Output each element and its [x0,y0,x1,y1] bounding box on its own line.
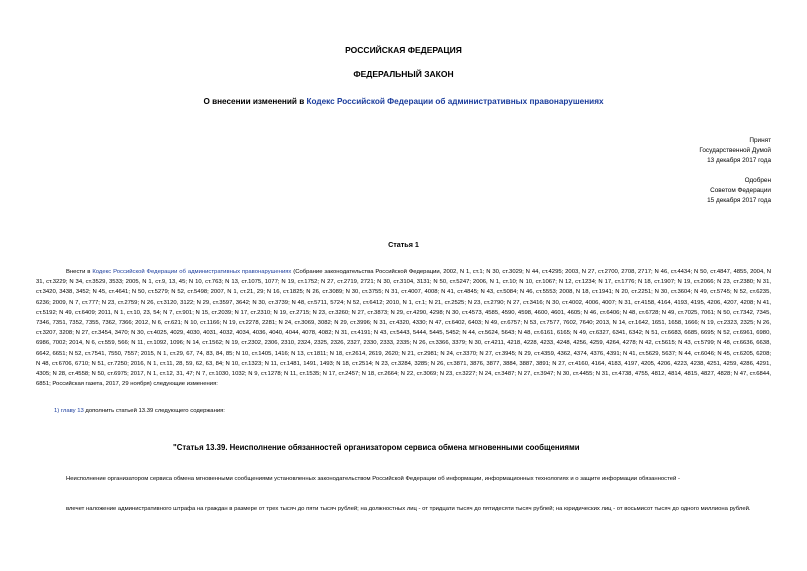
article-13-39-heading: "Статья 13.39. Неисполнение обязанностей организатором сервиса обмена мгновенными сообщениями [173,443,580,452]
accepted-block [699,136,771,166]
approved-date: 15 декабря 2017 года [707,197,771,204]
article-13-39-para-1 [36,474,771,484]
accepted-by: Государственной Думой [699,147,771,154]
approved-by: Советом Федерации [710,187,771,194]
approved-label: Одобрен [744,177,771,184]
code-link[interactable]: Кодекс Российской Федерации об административных правонарушениях [306,97,604,106]
law-title-prefix: О внесении изменений в [203,97,307,106]
accepted-date: 13 декабря 2017 года [707,157,771,164]
article-1-intro [36,267,771,389]
federation-heading: РОССИЙСКАЯ ФЕДЕРАЦИЯ [345,45,462,55]
law-title [0,97,807,106]
article-1-heading: Статья 1 [388,240,419,249]
law-type-heading: ФЕДЕРАЛЬНЫЙ ЗАКОН [353,69,454,79]
chapter-13-link[interactable]: 1) главу 13 [54,408,84,414]
intro-prefix: Внести в [66,269,93,275]
approved-block [707,176,771,206]
article-13-39-para-2 [36,504,771,514]
item-1-text: дополнить статьей 13.39 следующего содержания: [83,408,225,414]
intro-code-link[interactable]: Кодекс Российской Федерации об административных правонарушениях [92,269,292,275]
accepted-label: Принят [749,137,771,144]
para-1-text: Неисполнение организатором сервиса обмена мгновенными сообщениями установленных законодательством Российской Федерации об информации, информационных технологиях и о защите информации обязанностей - [66,476,680,482]
item-1 [54,406,774,416]
para-2-text: влечет наложение административного штрафа на граждан в размере от трех тысяч до пяти тысяч рублей; на должностных лиц - от тридцати тысяч до пятидесяти тысяч рублей; на юридических лиц - от восьмисот тысяч до одного миллиона рублей. [66,506,751,512]
intro-citations: (Собрание законодательства Российской Федерации, 2002, N 1, ст.1; N 30, ст.3029; N 44, ст.4295; 2003, N 27, ст.2700, 2708, 2717; N 46, ст.4434; N 50, ст.4847, 4855, 2004, N 31, ст.3229; N 34, ст.3529, 3533; 2005, N 1, ст.9, 13, 45; N 10, ст.763; N 13, ст.1075, 1077; N 19, ст.1752; N 27, ст.2719, 2721; N 30, ст.3104, 3131; N 50, ст.5247; 2006, N 1, ст.10; N 10, ст.1067; N 12, ст.1234; N 17, ст.1776; N 18, ст.1907; N 19, ст.2066; N 23, ст.2380; N 31, ст.3420, 3438, 3452; N 45, ст.4641; N 50, ст.5279; N 52, ст.5498; 2007, N 1, ст.21, 29; N 16, ст.1825; N 26, ст.3089; N 30, ст.3755; N 31, ст.4007, 4008; N 41, ст.4845; N 43, ст.5084; N 46, ст.5553; 2008, N 18, ст.1941; N 20, ст.2251; N 30, ст.3604; N 49, ст.5745; N 52, ст.6235, 6236; 2009, N 7, ст.777; N 23, ст.2759; N 26, ст.3120, 3122; N 29, ст.3597, 3642; N 30, ст.3739; N 48, ст.5711, 5724; N 52, ст.6412; 2010, N 1, ст.1; N 21, ст.2525; N 23, ст.2790; N 27, ст.3416; N 30, ст.4002, 4006, 4007; N 31, ст.4158, 4164, 4193, 4195, 4206, 4207, 4208; N 41, ст.5192; N 49, ст.6409; 2011, N 1, ст.10, 23, 54; N 7, ст.901; N 15, ст.2039; N 17, ст.2310; N 19, ст.2715; N 23, ст.3260; N 27, ст.3873; N 29, ст.4290, 4298; N 30, ст.4573, 4585, 4590, 4598, 4600, 4601, 4605; N 46, ст.6406; N 48, ст.6728; N 49, ст.7025, 7061; N 50, ст.7342, 7345, 7346, 7351, 7352, 7355, 7362, 7366; 2012, N 6, ст.621; N 10, ст.1166; N 19, ст.2278, 2281; N 24, ст.3069, 3082; N 29, ст.3996; N 31, ст.4320, 4330; N 47, ст.6402, 6403; N 49, ст.6757; N 53, ст.7577, 7602, 7640; 2013, N 14, ст.1642, 1651, 1658, 1666; N 19, ст.2323, 2325; N 26, ст.3207, 3208; N 27, ст.3454, 3470; N 30, ст.4025, 4029, 4030, 4031, 4032, 4034, 4036, 4040, 4044, 4078, 4082; N 31, ст.4191; N 43, ст.5443, 5444, 5445, 5452; N 44, ст.5624, 5643; N 48, ст.6161, 6165; N 49, ст.6327, 6341, 6342; N 51, ст.6683, 6685, 6695; N 52, ст.6961, 6980, 6986, 7002; 2014, N 6, ст.559, 566; N 11, ст.1092, 1096; N 14, ст.1562; N 19, ст.2302, 2306, 2310, 2324, 2325, 2326, 2327, 2330, 2333, 2335; N 26, ст.3366, 3379; N 30, ст.4211, 4218, 4228, 4233, 4248, 4256, 4259, 4264, 4278; N 42, ст.5615; N 43, ст.5799; N 48, ст.6636, 6638, 6642, 6651; N 52, ст.7541, 7550, 7557; 2015, N 1, ст.29, 67, 74, 83, 84, 85; N 10, ст.1405, 1416; N 13, ст.1811; N 18, ст.2614, 2619, 2620; N 21, ст.2981; N 24, ст.3370; N 27, ст.3945; N 29, ст.4359, 4362, 4374, 4376, 4391; N 41, ст.5629, 5637; N 44, ст.6046; N 45, ст.6205, 6208; N 48, ст.6706, 6710; N 51, ст.7250; 2016, N 1, ст.11, 28, 59, 62, 63, 84; N 10, ст.1323; N 11, ст.1481, 1491, 1493; N 18, ст.2514; N 23, ст.3284, 3285; N 26, ст.3871, 3876, 3877, 3884, 3887, 3891; N 27, ст.4160, 4164, 4183, 4197, 4205, 4206, 4223, 4238, 4251, 4259, 4286, 4291, 4305; N 28, ст.4558; N 50, ст.6975; 2017, N 1, ст.12, 31, 47; N 7, ст.1030, 1032; N 9, ст.1278; N 11, ст.1535; N 17, ст.2457; N 18, ст.2664; N 22, ст.3069; N 23, ст.3227; N 24, ст.3487; N 27, ст.3947; N 30, ст.4455; N 31, ст.4738, 4755, 4812, 4814, 4815, 4827, 4828; N 47, ст.6844, 6851; Российская газета, 2017, 29 ноября) следующие изменения: [36,269,772,388]
intro-paragraph [36,267,771,389]
